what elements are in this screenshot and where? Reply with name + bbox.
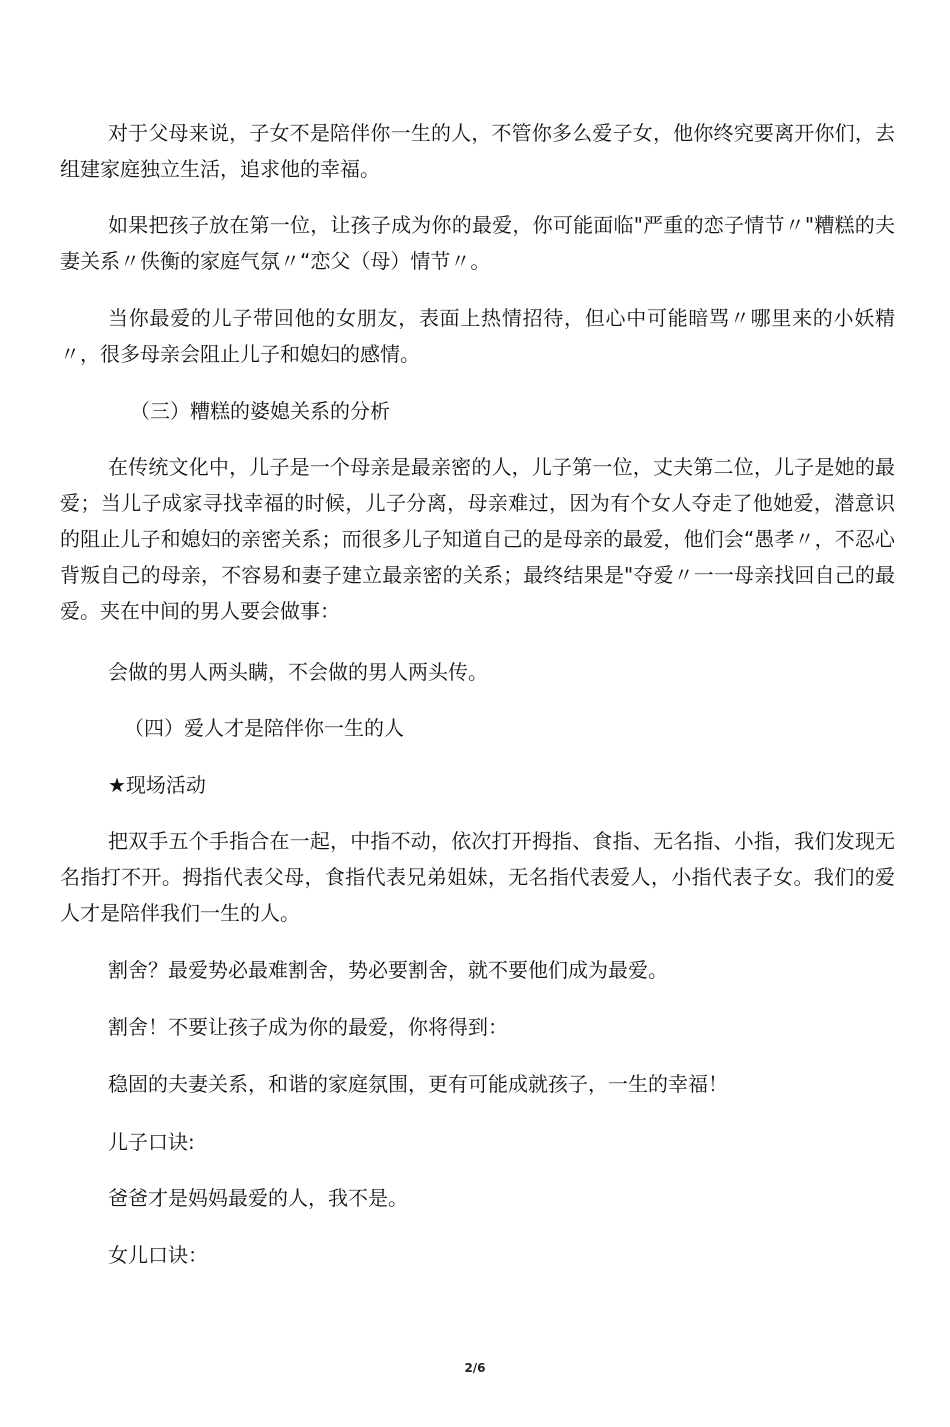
paragraph-traditional-culture: 在传统文化中，儿子是一个母亲是最亲密的人，儿子第一位，丈夫第二位，儿子是她的最爱；当儿子成家寻找幸福的时候，儿子分离，母亲难过，因为有个女人夺走了他她爱，潜意识的阻止儿子和媳妇的亲密关系；而很多儿子知道自己的是母亲的最爱，他们会“愚孝〃，不忍心背叛自己的母亲，不容易和妻子建立最亲密的关系；最终结果是"夺爱〃一一母亲找回自己的最爱。夹在中间的男人要会做事： <box>60 455 895 623</box>
paragraph-benefits: 稳固的夫妻关系，和谐的家庭氛围，更有可能成就孩子，一生的幸福！ <box>108 1072 728 1096</box>
paragraph-two-ends: 会做的男人两头瞒，不会做的男人两头传。 <box>108 660 488 684</box>
paragraph-son-motto-label: 儿子口诀: <box>108 1130 195 1154</box>
section-heading-three: （三）糟糕的婆媳关系的分析 <box>130 399 390 423</box>
paragraph-parents-children: 对于父母来说，子女不是陪伴你一生的人，不管你多么爱子女，他你终究要离开你们，去组建家庭独立生活，追求他的幸福。 <box>60 121 895 181</box>
paragraph-daughter-motto-label: 女儿口诀： <box>108 1243 208 1267</box>
paragraph-finger-activity: 把双手五个手指合在一起，中指不动，依次打开拇指、食指、无名指、小指，我们发现无名指打不开。拇指代表父母，食指代表兄弟姐妹，无名指代表爱人，小指代表子女。我们的爱人才是陪伴我们一生的人。 <box>60 829 895 925</box>
activity-heading: ★现场活动 <box>108 773 206 797</box>
section-heading-four: （四）爱人才是陪伴你一生的人 <box>124 716 404 740</box>
paragraph-let-go-question: 割舍？最爱势必最难割舍，势必要割舍，就不要他们成为最爱。 <box>108 958 668 982</box>
paragraph-son-girlfriend: 当你最爱的儿子带回他的女朋友，表面上热情招待，但心中可能暗骂〃哪里来的小妖精〃，很多母亲会阻止儿子和媳妇的感情。 <box>60 306 895 366</box>
paragraph-let-go-exclaim: 割舍！不要让孩子成为你的最爱，你将得到： <box>108 1015 508 1039</box>
paragraph-son-motto: 爸爸才是妈妈最爱的人，我不是。 <box>108 1186 408 1210</box>
page-number: 2/6 <box>464 1361 486 1375</box>
paragraph-child-first: 如果把孩子放在第一位，让孩子成为你的最爱，你可能面临"严重的恋子情节〃"糟糕的夫妻关系〃佚衡的家庭气氛〃“恋父（母）情节〃。 <box>60 213 895 273</box>
